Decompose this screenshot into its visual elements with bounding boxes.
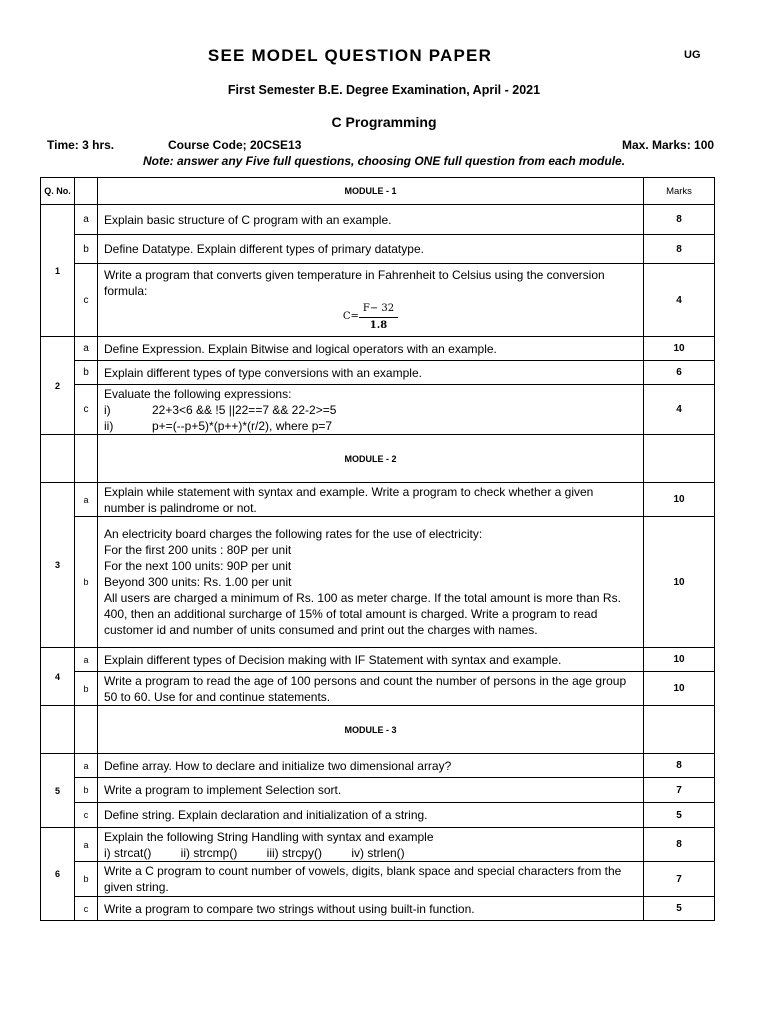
formula-fraction xyxy=(359,301,398,334)
question-text: All users are charged a minimum of Rs. 100 as meter charge. If the total amount is more than Rs. 400, then an additional surcharge of 15% of total amount is charged. Write a program to read customer id and number of units consumed and print out the charges with names. xyxy=(104,591,621,637)
question-text: For the next 100 units: 90P per unit xyxy=(104,559,292,573)
question-text: Define Datatype. Explain different types of primary datatype. xyxy=(98,235,644,264)
sub-label: a xyxy=(75,337,98,361)
question-number: 6 xyxy=(41,828,75,921)
question-marks: 10 xyxy=(644,337,715,361)
function-item: iii) strcpy() xyxy=(266,845,322,860)
question-text: Define array. How to declare and initialize two dimensional array? xyxy=(98,754,644,778)
time-info: Time: 3 hrs. xyxy=(47,138,115,152)
sub-label: c xyxy=(75,803,98,828)
level-label: UG xyxy=(684,49,701,61)
sub-label: b xyxy=(75,672,98,706)
sub-label: c xyxy=(75,264,98,337)
module-heading: MODULE - 2 xyxy=(98,435,644,483)
question-number: 5 xyxy=(41,754,75,828)
table-row xyxy=(41,483,715,517)
question-marks: 10 xyxy=(644,517,715,648)
subject-title: C Programming xyxy=(331,114,437,130)
question-text: Write a program that converts given temperature in Fahrenheit to Celsius using the conversion formula: xyxy=(104,267,605,298)
table-row xyxy=(41,672,715,706)
expression-item xyxy=(104,402,637,418)
question-marks: 10 xyxy=(644,483,715,517)
question-marks: 6 xyxy=(644,361,715,385)
table-row xyxy=(41,648,715,672)
sub-label: b xyxy=(75,778,98,803)
formula-lhs: C= xyxy=(342,311,359,322)
question-number: 4 xyxy=(41,648,75,706)
question-text: An electricity board charges the following rates for the use of electricity: xyxy=(104,527,483,541)
sub-label: a xyxy=(75,648,98,672)
instructions-note: Note: answer any Five full questions, choosing ONE full question from each module. xyxy=(142,154,626,168)
table-row xyxy=(41,803,715,828)
question-marks: 8 xyxy=(644,235,715,264)
question-marks: 4 xyxy=(644,385,715,435)
formula-numerator: F− 32 xyxy=(359,301,398,318)
table-row xyxy=(41,897,715,921)
question-marks: 10 xyxy=(644,672,715,706)
question-text: Evaluate the following expressions: xyxy=(104,386,292,401)
sub-label: a xyxy=(75,828,98,862)
expression-label: i) xyxy=(104,402,111,417)
expression-text: p+=(--p+5)*(p++)*(r/2), where p=7 xyxy=(152,418,333,433)
page-title: SEE MODEL QUESTION PAPER xyxy=(207,46,493,65)
sub-label: a xyxy=(75,483,98,517)
question-marks: 5 xyxy=(644,897,715,921)
table-row xyxy=(41,517,715,648)
function-item: i) strcat() xyxy=(104,845,152,860)
table-header-row xyxy=(41,178,715,205)
sub-label: b xyxy=(75,517,98,648)
table-row xyxy=(41,361,715,385)
question-text: Define Expression. Explain Bitwise and logical operators with an example. xyxy=(98,337,644,361)
course-code: Course Code; 20CSE13 xyxy=(168,138,302,152)
question-number: 3 xyxy=(41,483,75,648)
module-heading: MODULE - 1 xyxy=(98,178,644,205)
question-number: 1 xyxy=(41,205,75,337)
function-list xyxy=(104,845,637,861)
expression-item xyxy=(104,418,637,434)
marks-header: Marks xyxy=(644,178,715,205)
question-text: Explain different types of type conversions with an example. xyxy=(98,361,644,385)
question-marks: 7 xyxy=(644,778,715,803)
question-marks: 5 xyxy=(644,803,715,828)
sub-label: c xyxy=(75,897,98,921)
question-marks: 8 xyxy=(644,205,715,235)
formula-denominator: 1.8 xyxy=(369,319,388,331)
table-row xyxy=(41,205,715,235)
question-text: Write a C program to count number of vowels, digits, blank space and special characters from the given string. xyxy=(98,862,644,897)
table-row xyxy=(41,264,715,337)
question-marks: 8 xyxy=(644,754,715,778)
question-number: 2 xyxy=(41,337,75,435)
table-row xyxy=(41,778,715,803)
qno-header: Q. No. xyxy=(41,178,75,205)
question-table xyxy=(40,177,715,921)
question-text: Write a program to compare two strings without using built-in function. xyxy=(98,897,644,921)
exam-title: First Semester B.E. Degree Examination, April - 2021 xyxy=(227,83,541,97)
question-text: Explain different types of Decision making with IF Statement with syntax and example. xyxy=(98,648,644,672)
question-text: Explain while statement with syntax and example. Write a program to check whether a given number is palindrome or not. xyxy=(98,483,644,517)
sub-label: b xyxy=(75,862,98,897)
function-item: ii) strcmp() xyxy=(180,845,238,860)
table-row xyxy=(41,337,715,361)
question-text: Define string. Explain declaration and initialization of a string. xyxy=(98,803,644,828)
table-row xyxy=(41,828,715,862)
function-item: iv) strlen() xyxy=(351,845,405,860)
question-text: Write a program to read the age of 100 persons and count the number of persons in the age group 50 to 60. Use for and continue statements. xyxy=(98,672,644,706)
expression-text: 22+3<6 && !5 ||22==7 && 22-2>=5 xyxy=(152,402,337,417)
sub-label: a xyxy=(75,754,98,778)
module-row xyxy=(41,435,715,483)
table-row xyxy=(41,385,715,435)
sub-label: b xyxy=(75,235,98,264)
max-marks: Max. Marks: 100 xyxy=(622,138,715,152)
module-row xyxy=(41,706,715,754)
expression-label: ii) xyxy=(104,418,114,433)
table-row xyxy=(41,754,715,778)
question-marks: 7 xyxy=(644,862,715,897)
question-marks: 10 xyxy=(644,648,715,672)
question-text: Explain the following String Handling with syntax and example xyxy=(104,829,434,844)
table-row xyxy=(41,862,715,897)
sub-label: b xyxy=(75,361,98,385)
question-text: For the first 200 units : 80P per unit xyxy=(104,543,292,557)
question-text: Write a program to implement Selection sort. xyxy=(98,778,644,803)
question-marks: 8 xyxy=(644,828,715,862)
question-text: Explain basic structure of C program with an example. xyxy=(98,205,644,235)
question-marks: 4 xyxy=(644,264,715,337)
sub-label: c xyxy=(75,385,98,435)
table-row xyxy=(41,235,715,264)
conversion-formula xyxy=(104,301,637,334)
module-heading: MODULE - 3 xyxy=(98,706,644,754)
sub-label: a xyxy=(75,205,98,235)
question-text: Beyond 300 units: Rs. 1.00 per unit xyxy=(104,575,292,589)
